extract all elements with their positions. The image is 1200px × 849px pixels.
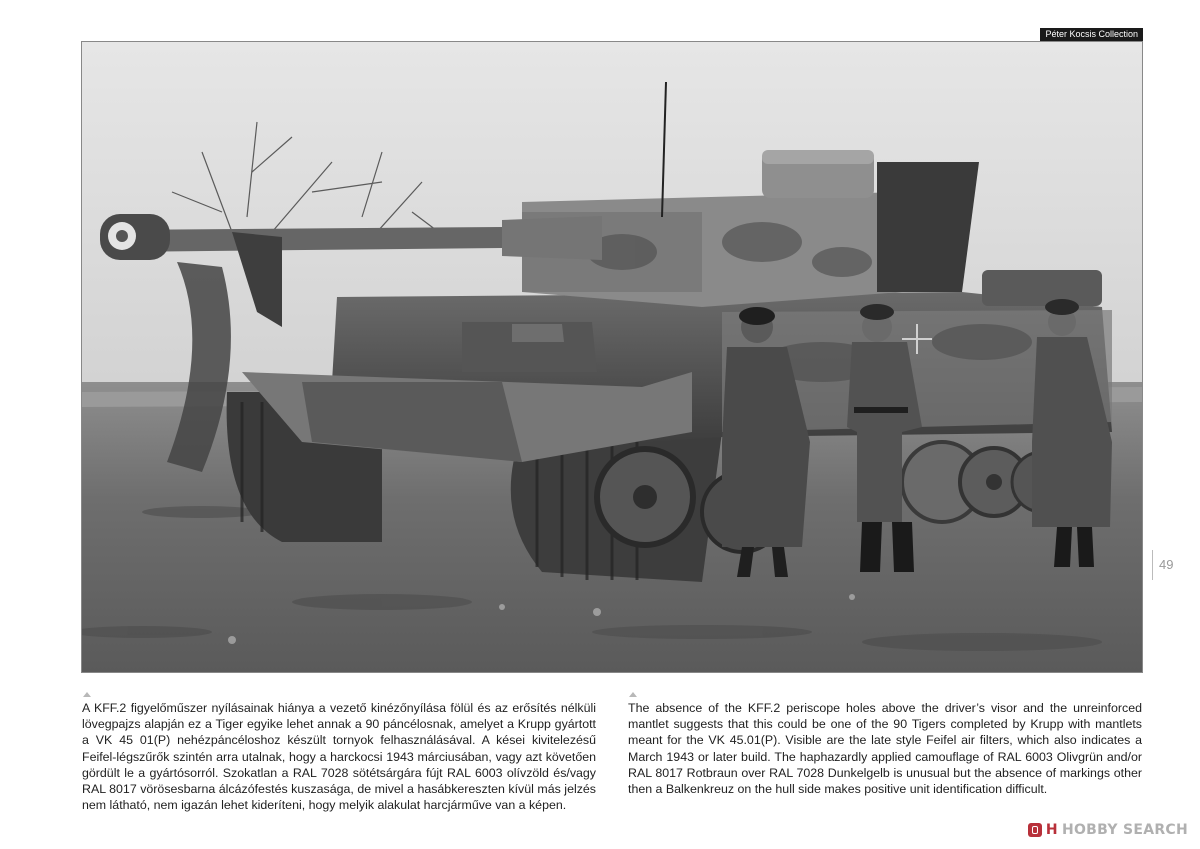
page-number: 49 xyxy=(1152,550,1173,580)
caption-marker-icon xyxy=(629,692,637,697)
caption-hungarian-text: A KFF.2 figyelőműszer nyílásainak hiánya a vezető kinézőnyílása fölül és az erősítés nélküli lövegpajzs alapján ez a Tiger egyike lehet annak a 90 páncélosnak, amelyet a Krupp gyártott a VK 45 01(P) nehézpáncéloshoz készült tornyok felhasználásával. A kései kivitelezésű Feifel-légszűrők szintén arra utalnak, hogy a harckocsi 1943 márciusában, vagy azt követően gördült le a gyártósorról. Szokatlan a RAL 7028 sötétsárgára fújt RAL 6003 olívzöld és/vagy RAL 8017 vörösesbarna álcázófestés kuszasága, de mivel a hasábkereszten kívül más jelzés nem látható, nem igazán lehet kideríteni, hogy melyik alakulat harcjárműve van a képen. xyxy=(82,701,596,813)
watermark-text: HOBBY SEARCH xyxy=(1061,822,1188,838)
caption-english xyxy=(628,692,1142,797)
caption-marker-icon xyxy=(83,692,91,697)
tank-photograph xyxy=(81,41,1143,673)
caption-hungarian xyxy=(82,692,596,813)
watermark xyxy=(1028,822,1188,838)
hobby-search-logo-icon xyxy=(1028,823,1042,837)
photo-credit: Péter Kocsis Collection xyxy=(1040,28,1143,41)
caption-english-text: The absence of the KFF.2 periscope holes above the driver’s visor and the unreinforced mantlet suggests that this could be one of the 90 Tigers completed by Krupp with mantlets meant for the VK 45.01(P). Visible are the late style Feifel air filters, which also indicates a March 1943 or later build. The haphazardly applied camouflage of RAL 6003 Olivgrün and/or RAL 8017 Rotbraun over RAL 7028 Dunkelgelb is unusual but the absence of markings other then a Balkenkreuz on the hull side makes positive unit identification difficult. xyxy=(628,701,1142,797)
watermark-brand-mark: H xyxy=(1045,822,1058,838)
